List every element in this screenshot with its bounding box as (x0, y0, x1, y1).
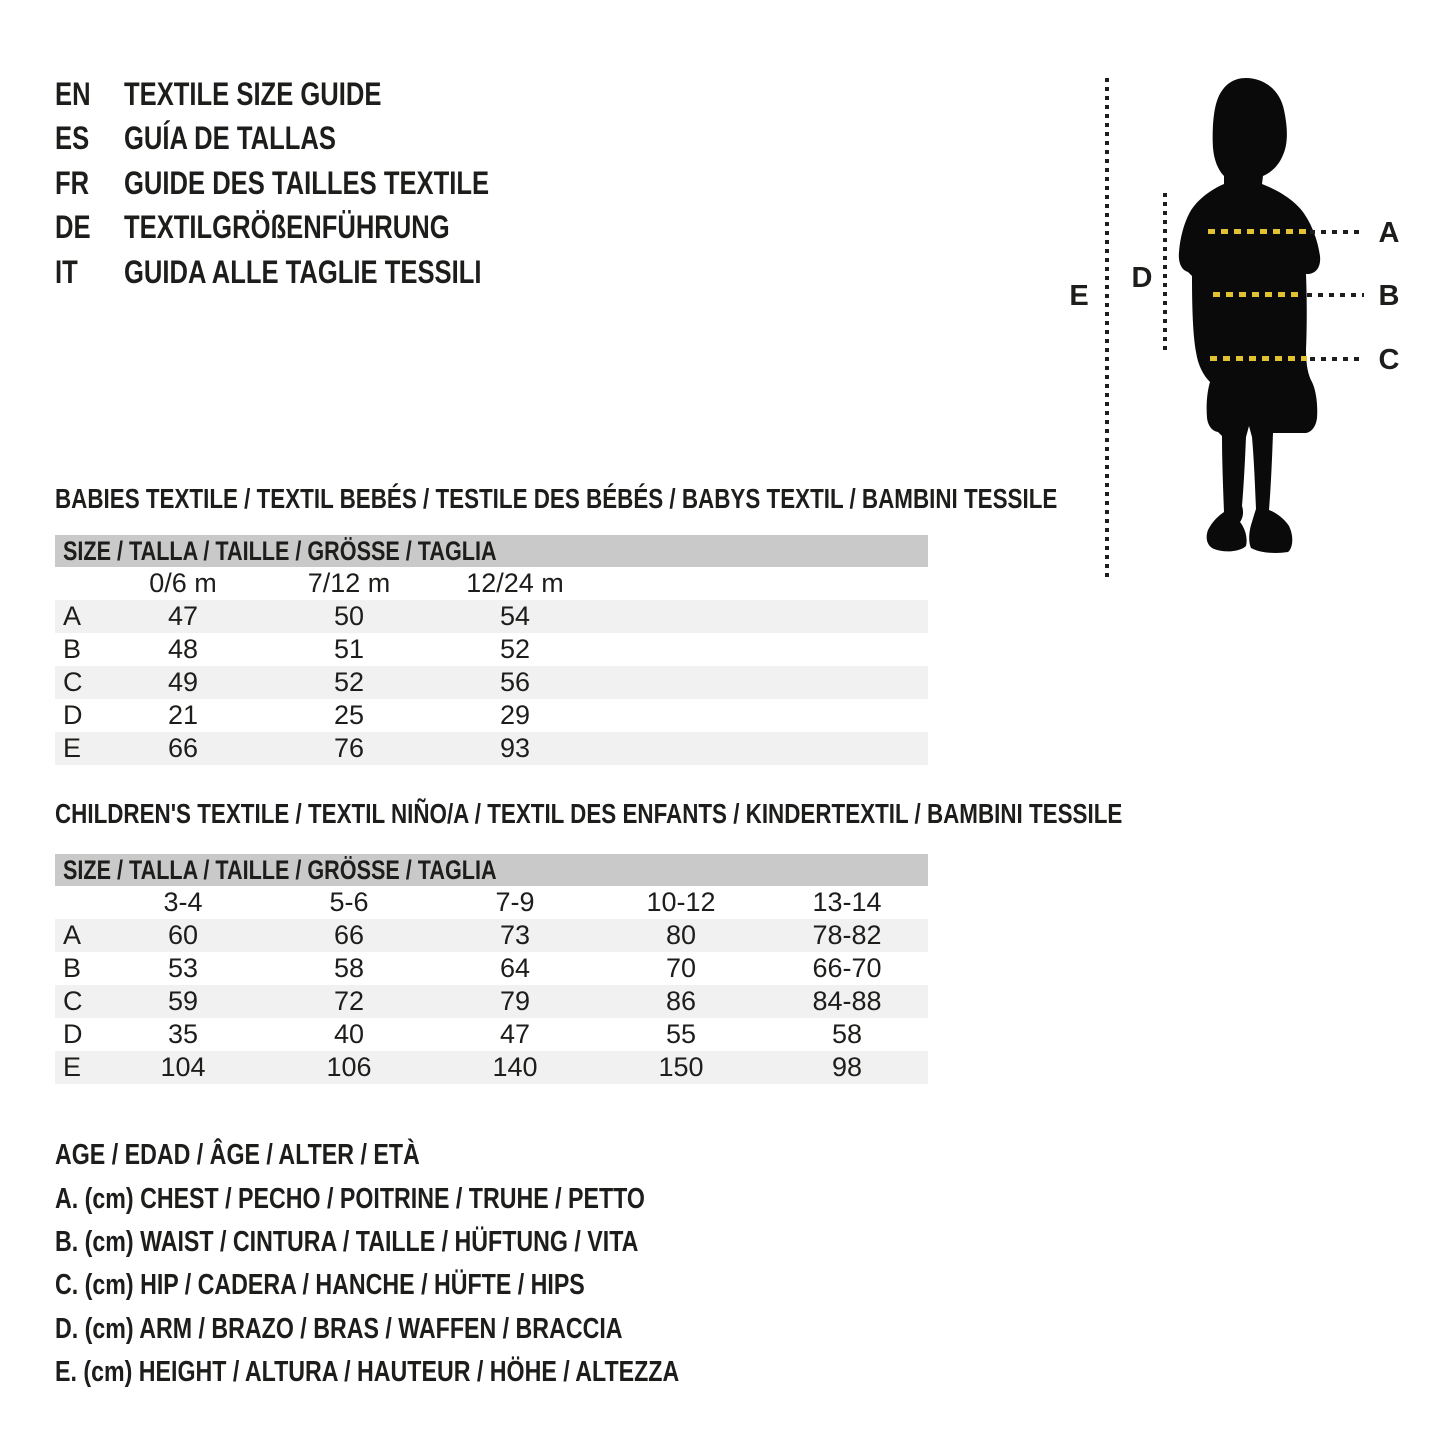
table-column-header-row (55, 567, 928, 600)
legend-row (55, 1221, 835, 1264)
table-row (55, 633, 928, 666)
legend-row (55, 1134, 835, 1177)
babies-size-header-bar (55, 535, 928, 567)
value-cell: 21 (167, 700, 199, 730)
language-code-text: ES (55, 120, 90, 157)
value-cell: 60 (167, 920, 199, 950)
value-cell: 35 (167, 1019, 199, 1049)
value-cell: 59 (167, 986, 199, 1016)
table-row (55, 732, 928, 765)
language-code (55, 254, 124, 291)
figure-label-C: C (1378, 344, 1400, 376)
value-cell: 52 (499, 634, 531, 664)
legend-line (55, 1356, 835, 1389)
value-cell: 49 (167, 667, 199, 697)
legend-line (55, 1139, 511, 1172)
language-code-text: DE (55, 209, 91, 246)
legend-line (55, 1226, 784, 1259)
value-cell: 76 (333, 733, 365, 763)
children-size-header-text: SIZE / TALLA / TAILLE / GRÖSSE / TAGLIA (63, 854, 497, 885)
value-cell: 66 (333, 920, 365, 950)
language-title-text: GUIDA ALLE TAGLIE TESSILI (124, 253, 482, 290)
table-row (55, 1051, 928, 1084)
value-cell: 73 (499, 920, 531, 950)
language-code (55, 209, 124, 246)
value-cell: 66 (167, 733, 199, 763)
table-row (55, 600, 928, 633)
children-size-table (55, 854, 928, 1084)
waist-dash-line-B (1213, 292, 1304, 297)
row-label-cell: E (63, 733, 82, 763)
column-header-cell: 12/24 m (466, 568, 564, 598)
chest-dash-line-A (1208, 229, 1307, 234)
value-cell: 98 (831, 1052, 863, 1082)
legend-line-text: D. (cm) ARM / BRAZO / BRAS / WAFFEN / BRACCIA (55, 1312, 623, 1345)
language-title (124, 165, 580, 202)
language-title-text: GUIDE DES TAILLES TEXTILE (124, 164, 490, 201)
legend-line (55, 1269, 717, 1302)
value-cell: 48 (167, 634, 199, 664)
value-cell: 64 (499, 953, 531, 983)
value-cell: 40 (333, 1019, 365, 1049)
language-code (55, 165, 124, 202)
language-row (55, 250, 580, 295)
table-row (55, 985, 928, 1018)
column-header-cell: 13-14 (812, 887, 882, 917)
value-cell: 86 (665, 986, 697, 1016)
figure-label-A: A (1378, 217, 1400, 249)
value-cell: 84-88 (812, 986, 882, 1016)
row-label-cell: E (63, 1052, 82, 1082)
value-cell: 47 (499, 1019, 531, 1049)
legend-row (55, 1264, 835, 1307)
row-label-cell: C (63, 986, 83, 1016)
column-header-cell: 3-4 (163, 887, 203, 917)
value-cell: 58 (333, 953, 365, 983)
language-code (55, 76, 124, 113)
language-row (55, 206, 580, 251)
measurement-legend (55, 1134, 835, 1394)
row-label-cell: A (63, 920, 82, 950)
value-cell: 140 (492, 1052, 538, 1082)
value-cell: 25 (333, 700, 365, 730)
language-title-text: TEXTILGRÖßENFÜHRUNG (124, 209, 450, 246)
value-cell: 70 (665, 953, 697, 983)
figure-label-E: E (1069, 280, 1089, 312)
value-cell: 54 (499, 601, 531, 631)
column-header-cell: 7-9 (495, 887, 535, 917)
hip-dot-line-C (1310, 357, 1364, 361)
language-row (55, 72, 580, 117)
hip-dash-line-C (1210, 356, 1307, 361)
value-cell: 56 (499, 667, 531, 697)
language-title-list (55, 72, 580, 295)
value-cell: 79 (499, 986, 531, 1016)
table-row (55, 666, 928, 699)
language-code-text: FR (55, 164, 90, 201)
row-label-cell: B (63, 953, 82, 983)
table-row (55, 699, 928, 732)
legend-line-text: E. (cm) HEIGHT / ALTURA / HAUTEUR / HÖHE / ALTEZZA (55, 1356, 680, 1389)
row-label-cell: D (63, 1019, 83, 1049)
language-row (55, 161, 580, 206)
table-column-header-row (55, 886, 928, 919)
value-cell: 50 (333, 601, 365, 631)
legend-line-text: B. (cm) WAIST / CINTURA / TAILLE / HÜFTUNG / VITA (55, 1225, 639, 1258)
column-header-cell: 10-12 (646, 887, 716, 917)
table-row (55, 952, 928, 985)
legend-line (55, 1183, 792, 1216)
value-cell: 72 (333, 986, 365, 1016)
table-row (55, 919, 928, 952)
row-label-cell: A (63, 601, 82, 631)
value-cell: 29 (499, 700, 531, 730)
children-size-header-bar (55, 854, 928, 886)
figure-label-B: B (1378, 280, 1400, 312)
babies-section-title (55, 482, 1308, 516)
value-cell: 58 (831, 1019, 863, 1049)
row-label-cell: D (63, 700, 83, 730)
legend-row (55, 1308, 835, 1351)
column-header-cell: 7/12 m (307, 568, 391, 598)
legend-row (55, 1177, 835, 1220)
column-header-cell: 5-6 (329, 887, 369, 917)
language-code-text: EN (55, 75, 91, 112)
legend-line-text: AGE / EDAD / ÂGE / ALTER / ETÀ (55, 1139, 420, 1172)
language-code-text: IT (55, 253, 78, 290)
figure-label-D: D (1131, 262, 1153, 294)
children-section-title (55, 797, 1389, 831)
value-cell: 47 (167, 601, 199, 631)
value-cell: 93 (499, 733, 531, 763)
language-row (55, 117, 580, 162)
language-title (124, 254, 571, 291)
value-cell: 150 (658, 1052, 704, 1082)
language-code (55, 120, 124, 157)
arm-measure-line-D (1163, 193, 1167, 352)
column-header-cell: 0/6 m (149, 568, 217, 598)
babies-section-title-text: BABIES TEXTILE / TEXTIL BEBÉS / TESTILE DES BÉBÉS / BABYS TEXTIL / BAMBINI TESSILE (55, 483, 1058, 514)
babies-size-header-text: SIZE / TALLA / TAILLE / GRÖSSE / TAGLIA (63, 535, 497, 566)
value-cell: 53 (167, 953, 199, 983)
language-title (124, 209, 531, 246)
language-title (124, 76, 446, 113)
value-cell: 80 (665, 920, 697, 950)
children-section-title-text: CHILDREN'S TEXTILE / TEXTIL NIÑO/A / TEXTIL DES ENFANTS / KINDERTEXTIL / BAMBINI TESSILE (55, 798, 1123, 829)
row-label-cell: B (63, 634, 82, 664)
babies-size-table (55, 535, 928, 765)
language-title-text: TEXTILE SIZE GUIDE (124, 75, 382, 112)
value-cell: 106 (326, 1052, 372, 1082)
waist-dot-line-B (1307, 293, 1364, 297)
legend-line-text: C. (cm) HIP / CADERA / HANCHE / HÜFTE / HIPS (55, 1269, 585, 1302)
language-title (124, 120, 389, 157)
legend-line-text: A. (cm) CHEST / PECHO / POITRINE / TRUHE / PETTO (55, 1182, 645, 1215)
value-cell: 51 (333, 634, 365, 664)
legend-row (55, 1351, 835, 1394)
value-cell: 52 (333, 667, 365, 697)
value-cell: 104 (160, 1052, 206, 1082)
value-cell: 78-82 (812, 920, 882, 950)
table-row (55, 1018, 928, 1051)
value-cell: 66-70 (812, 953, 882, 983)
row-label-cell: C (63, 667, 83, 697)
chest-dot-line-A (1310, 230, 1364, 234)
legend-line (55, 1313, 764, 1346)
value-cell: 55 (665, 1019, 697, 1049)
language-title-text: GUÍA DE TALLAS (124, 120, 336, 157)
